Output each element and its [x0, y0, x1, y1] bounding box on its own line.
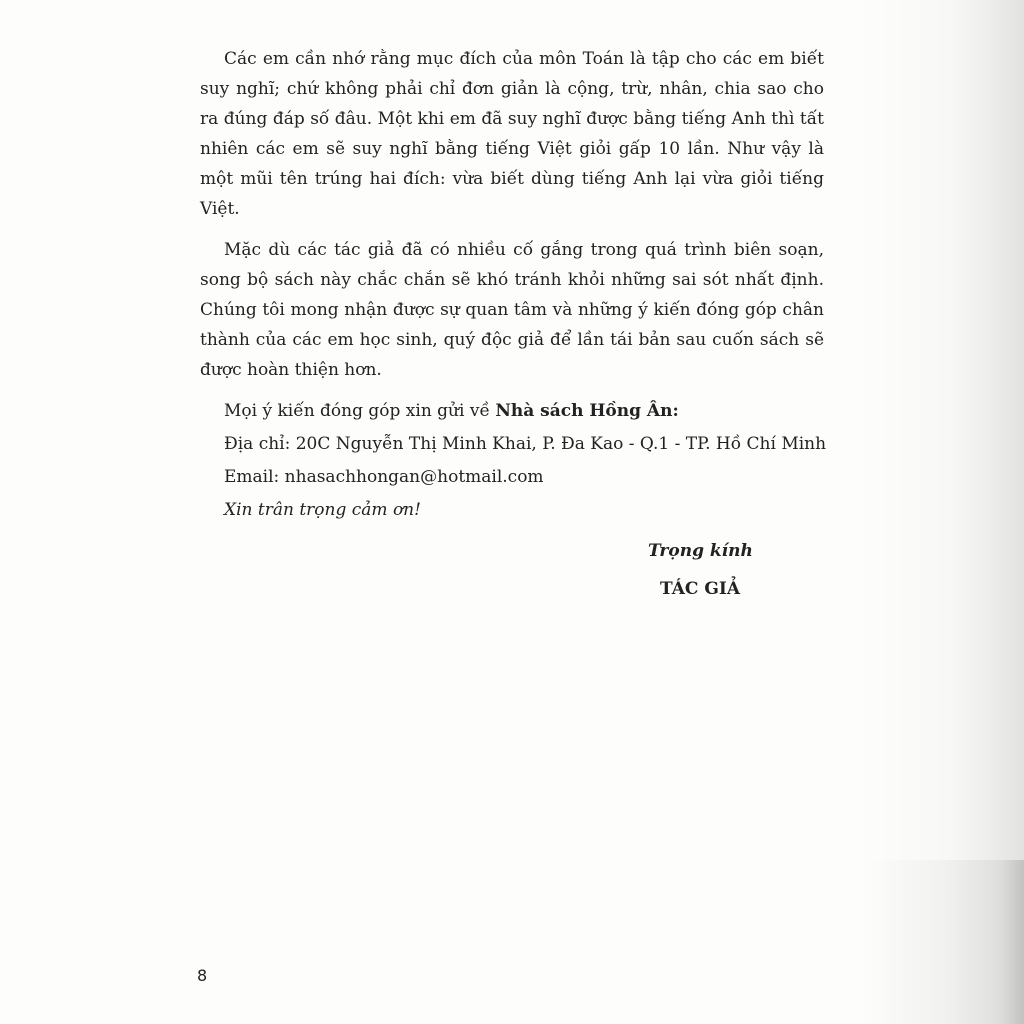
- address-line: Địa chỉ: 20C Nguyễn Thị Minh Khai, P. Đa Kao - Q.1 - TP. Hồ Chí Minh: [224, 434, 827, 454]
- page-number: 8: [197, 966, 208, 985]
- body-text: [200, 44, 827, 528]
- page-edge-shadow: [864, 860, 1024, 1024]
- thanks-line: Xin trân trọng cảm ơn!: [224, 500, 421, 520]
- feedback-prefix: Mọi ý kiến đóng góp xin gửi về: [224, 401, 496, 421]
- closing-text: Trọng kính: [648, 541, 753, 561]
- paragraph-acknowledgement: Mặc dù các tác giả đã có nhiều cố gắng trong quá trình biên soạn, song bộ sách này chắc chắn sẽ khó tránh khỏi những sai sót nhất định. Chúng tôi mong nhận được sự quan tâm và những ý kiến đóng góp chân thành của các em học sinh, quý độc giả để lần tái bản sau cuốn sách sẽ được hoàn thiện hơn.: [200, 240, 824, 380]
- paragraph-math-purpose: Các em cần nhớ rằng mục đích của môn Toán là tập cho các em biết suy nghĩ; chứ không phải chỉ đơn giản là cộng, trừ, nhân, chia sao cho ra đúng đáp số đâu. Một khi em đã suy nghĩ được bằng tiếng Anh thì tất nhiên các em sẽ suy nghĩ bằng tiếng Việt giỏi gấp 10 lần. Như vậy là một mũi tên trúng hai đích: vừa biết dùng tiếng Anh lại vừa giỏi tiếng Việt.: [200, 49, 824, 219]
- feedback-suffix: :: [672, 401, 679, 421]
- feedback-line: [200, 396, 824, 426]
- author-text: TÁC GIẢ: [660, 579, 741, 599]
- signature-block: [648, 536, 753, 604]
- publisher-name: Nhà sách Hồng Ân: [495, 401, 673, 421]
- email-line: Email: nhasachhongan@hotmail.com: [224, 467, 544, 487]
